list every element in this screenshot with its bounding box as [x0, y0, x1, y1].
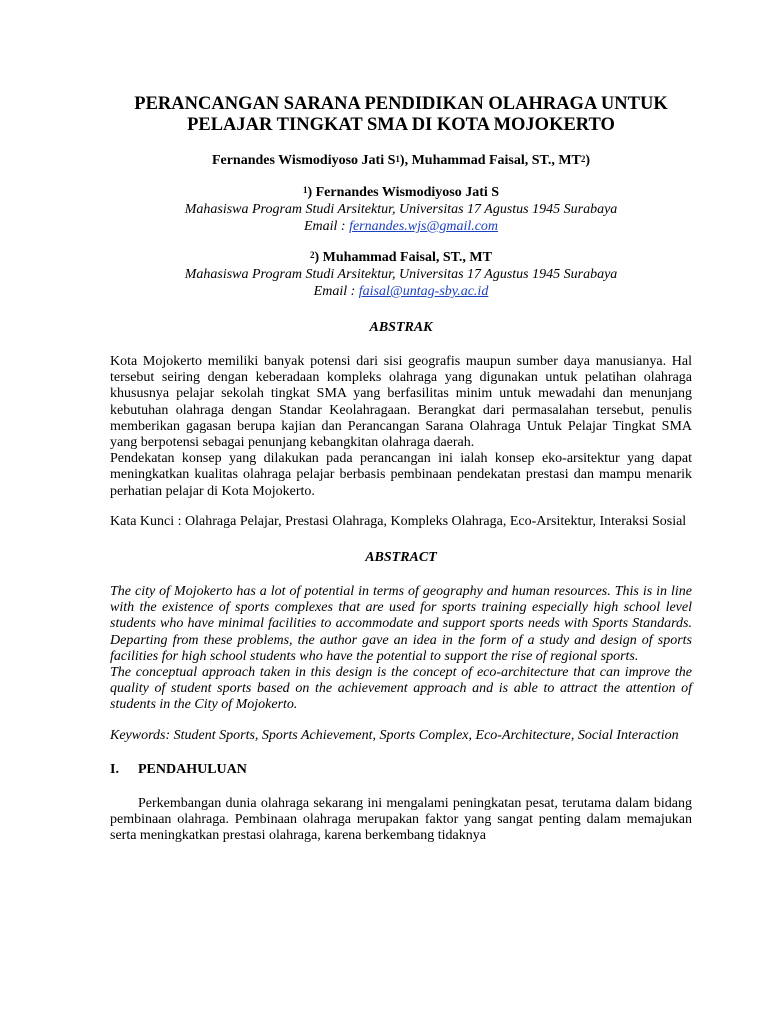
affiliation-2-name — [110, 249, 692, 266]
abstract-paragraph-1: The city of Mojokerto has a lot of potential in terms of geography and human resources. This is in line with the existence of sports complexes that are used for sports training especially high school level students who have minimal facilities to accommodate and support sports needs with Sports Standards. Departing from these problems, the author gave an idea in the form of a study and design of sports facilities for high school students who have the potential to support the rise of regional sports. — [110, 584, 692, 664]
paper-title — [110, 94, 692, 136]
affiliation-1-email-label: Email : — [303, 219, 350, 234]
abstrak-keywords: Kata Kunci : Olahraga Pelajar, Prestasi Olahraga, Kompleks Olahraga, Eco-Arsitektur, Interaksi Sosial — [110, 513, 687, 529]
abstract-heading: ABSTRACT — [365, 550, 437, 566]
abstrak-paragraph-1: Kota Mojokerto memiliki banyak potensi dari sisi geografis maupun sumber daya manusianya. Hal tersebut seiring dengan keberadaan kompleks olahraga yang digunakan untuk pelatihan olahraga khususnya pelajar sekolah tingkat SMA yang berfasilitas minim untuk mewadahi dan menunjang kebutuhan olahraga dengan Standar Keolahragaan. Berangkat dari permasalahan tersebut, penulis memberikan gagasan berupa kajian dan Perancangan Sarana Olahraga Untuk Pelajar Tingkat SMA yang berpotensi sebagai penunjang kebangkitan olahraga daerah. — [110, 354, 692, 451]
paper-page — [110, 94, 692, 844]
affiliation-2-email-label: Email : — [313, 284, 359, 299]
abstract-keywords: Keywords: Student Sports, Sports Achievement, Sports Complex, Eco-Architecture, Social Interaction — [110, 727, 679, 743]
affiliation-2-email-link[interactable]: faisal@untag-sby.ac.id — [358, 284, 489, 299]
affiliation-1-sup: 1 — [302, 185, 308, 195]
affiliation-1-email-line — [110, 218, 692, 235]
title-line-2: PELAJAR TINGKAT SMA DI KOTA MOJOKERTO — [187, 115, 615, 135]
author-1: Fernandes Wismodiyoso Jati S — [211, 153, 396, 168]
affiliation-1-name — [110, 184, 692, 201]
title-line-1: PERANCANGAN SARANA PENDIDIKAN OLAHRAGA UNTUK — [134, 94, 668, 114]
abstrak-heading: ABSTRAK — [369, 320, 433, 335]
author-line — [110, 152, 692, 170]
chapter-paragraph-1: Perkembangan dunia olahraga sekarang ini mengalami peningkatan pesat, terutama dalam bidang pembinaan olahraga. Pembinaan olahraga merupakan faktor yang sangat penting dalam memajukan serta meningkatkan prestasi olahraga, karena berkembang tidaknya — [110, 795, 692, 844]
affiliation-1-email-link[interactable]: fernandes.wjs@gmail.com — [349, 219, 499, 234]
author-2: Muhammad Faisal, ST., MT — [411, 153, 581, 168]
affiliation-2-email-line — [110, 283, 692, 300]
affiliation-1-institution: Mahasiswa Program Studi Arsitektur, Universitas 17 Agustus 1945 Surabaya — [184, 202, 618, 217]
author-sep: ), — [399, 153, 412, 168]
author-2-sup: 2 — [580, 154, 586, 164]
affiliation-2-sup: 2 — [310, 250, 315, 260]
chapter-title: PENDAHULUAN — [138, 761, 247, 777]
chapter-number: I. — [110, 761, 119, 777]
affiliation-2-institution: Mahasiswa Program Studi Arsitektur, Universitas 17 Agustus 1945 Surabaya — [184, 267, 618, 282]
affiliation-1-name-text: ) Fernandes Wismodiyoso Jati S — [307, 185, 500, 200]
author-close: ) — [585, 153, 591, 168]
affiliation-1 — [110, 184, 692, 235]
abstrak-paragraph-2: Pendekatan konsep yang dilakukan pada perancangan ini ialah konsep eko-arsitektur yang dapat meningkatkan kualitas olahraga pelajar berbasis pembinaan pendekatan prestasi dan mampu menarik perhatian pelajar di Kota Mojokerto. — [110, 451, 692, 499]
chapter-heading — [110, 762, 692, 778]
author-1-sup: 1 — [395, 154, 400, 164]
affiliation-2-name-text: ) Muhammad Faisal, ST., MT — [314, 250, 492, 265]
affiliation-2 — [110, 249, 692, 300]
abstract-paragraph-2: The conceptual approach taken in this design is the concept of eco-architecture that can improve the quality of student sports based on the achievement approach and is able to attract the attention of students in the City of Mojokerto. — [110, 665, 692, 713]
